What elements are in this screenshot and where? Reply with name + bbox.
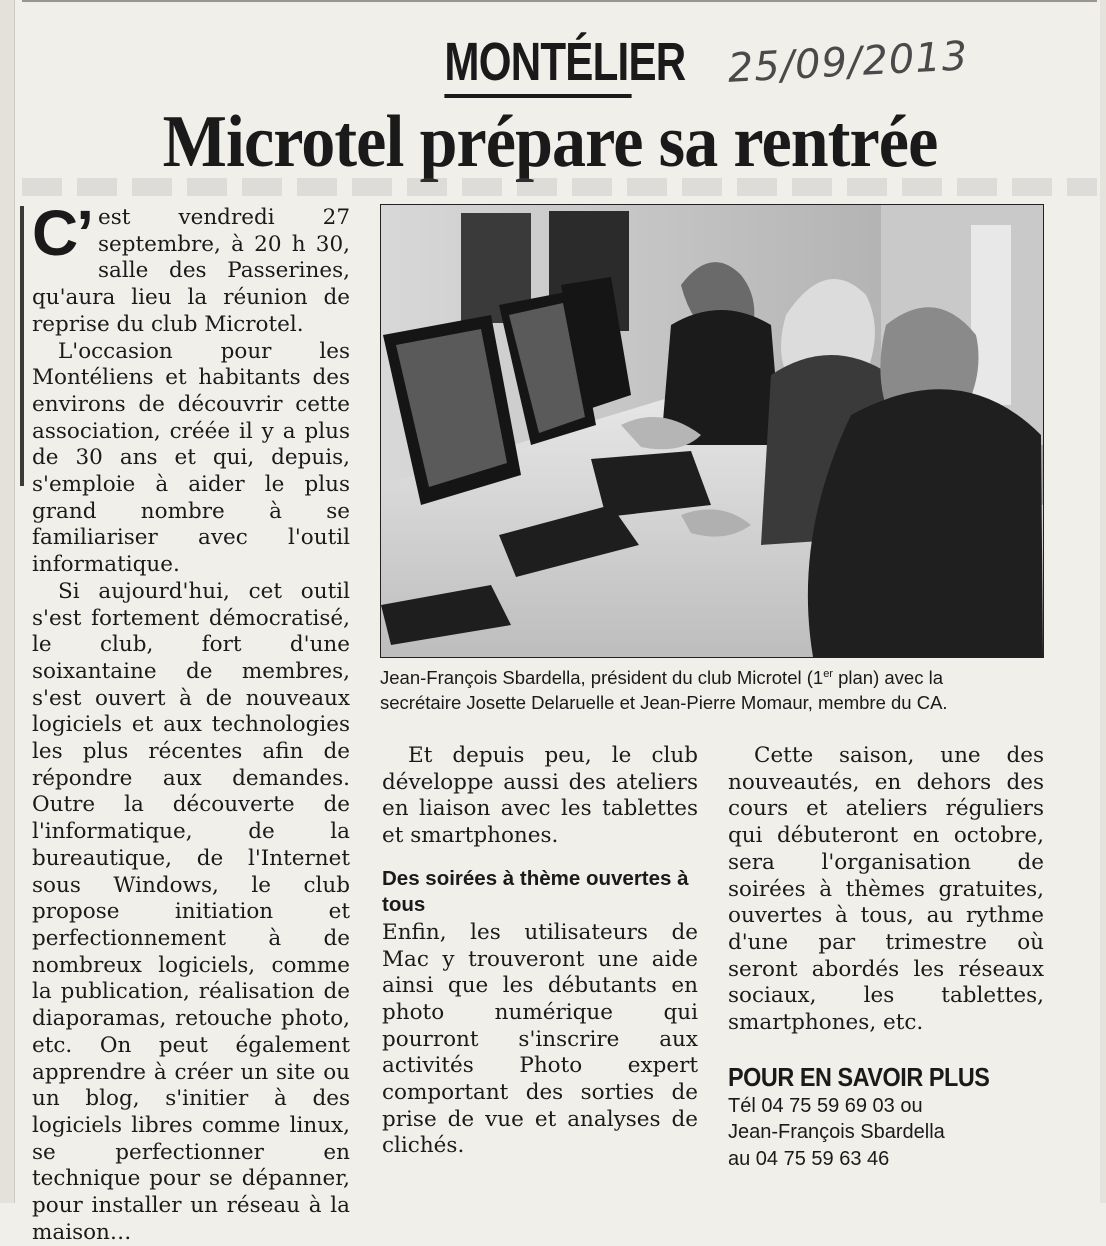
paragraph-intro [32, 197, 350, 339]
paragraph-occasion [32, 339, 350, 579]
info-box-title: POUR EN SAVOIR PLUS [728, 1061, 990, 1092]
paragraph-season-text: Cette saison, une des nouveautés, en dehors des cours et ateliers réguliers qui débuteront en octobre, sera l'organisation de soirées à thèmes gratuites, ouvertes à tous, au rythme d'une par trimestre où seront abordés les réseaux sociaux, les tablettes, smartphones, etc. [728, 743, 1044, 1036]
paragraph-tablets-text: Et depuis peu, le club développe aussi des ateliers en liaison avec les tablettes et smartphones. [382, 743, 698, 849]
headline: Microtel prépare sa rentrée [162, 101, 938, 183]
article-column-2 [382, 743, 698, 1160]
paragraph-mac-text: Enfin, les utilisateurs de Mac y trouveront une aide ainsi que les débutants en photo numérique qui pourront s'inscrire aux activités Photo expert comportant des sorties de prise de vue et analyses de clichés. [382, 919, 698, 1159]
article-column-1 [32, 197, 350, 1246]
article-column-3 [728, 743, 1044, 1172]
top-rule [22, 0, 1097, 2]
caption-text-2: plan) avec la secrétaire Josette Delaruelle et Jean-Pierre Momaur, membre du CA. [380, 667, 948, 714]
paragraph-today-text: Si aujourd'hui, cet outil s'est fortement démocratisé, le club, fort d'une soixantaine de membres, s'est ouvert à de nouveaux logiciels et aux technologies les plus récentes afin de répondre aux demandes. Outre la découverte de l'informatique, de la bureautique, de l'Internet sous Windows, le club propose initiation et perfectionnement à de nombreux logiciels, comme la publication, réalisation de diaporamas, retouche photo, etc. On peut également apprendre à créer un site ou un blog, s'initier à des logiciels libres comme linux, se perfectionner en technique pour se dépanner, pour installer un réseau à la maison… [32, 578, 350, 1245]
bleed-through-text [450, 1120, 1050, 1203]
caption-superscript: er [823, 668, 833, 680]
paragraph-intro-text: est vendredi 27 septembre, à 20 h 30, salle des Passerines, qu'aura lieu la réunion de reprise du club Microtel. [32, 205, 350, 337]
handwritten-date: 25/09/2013 [726, 33, 970, 92]
paragraph-season [728, 743, 1044, 1037]
club-photo [380, 204, 1044, 658]
info-phone-1: Tél 04 75 59 69 03 ou [728, 1094, 923, 1117]
club-photo-image [381, 205, 1043, 657]
section-title: MONTÉLIER [444, 30, 631, 98]
paper-edge-right [1100, 0, 1106, 1203]
subheading: Des soirées à thème ouvertes à tous [382, 866, 689, 916]
paragraph-occasion-text: L'occasion pour les Montéliens et habitants des environs de découvrir cette association, créée il y a plus de 30 ans et qui, depuis, s'emploie à aider le plus grand nombre à se familiariser avec l'outil informatique. [32, 338, 350, 578]
photo-caption [380, 662, 1020, 715]
info-phone-2: au 04 75 59 63 46 [728, 1147, 890, 1170]
paper-edge-left [0, 0, 15, 1203]
bleed-through-strip [22, 178, 1097, 196]
dropcap: C’ [32, 197, 92, 269]
caption-text-1: Jean-François Sbardella, président du club Microtel (1 [380, 667, 824, 689]
info-contact-name: Jean-François Sbardella [728, 1121, 945, 1144]
margin-bar [20, 206, 24, 486]
paragraph-today [32, 579, 350, 1246]
paragraph-tablets [382, 743, 698, 850]
